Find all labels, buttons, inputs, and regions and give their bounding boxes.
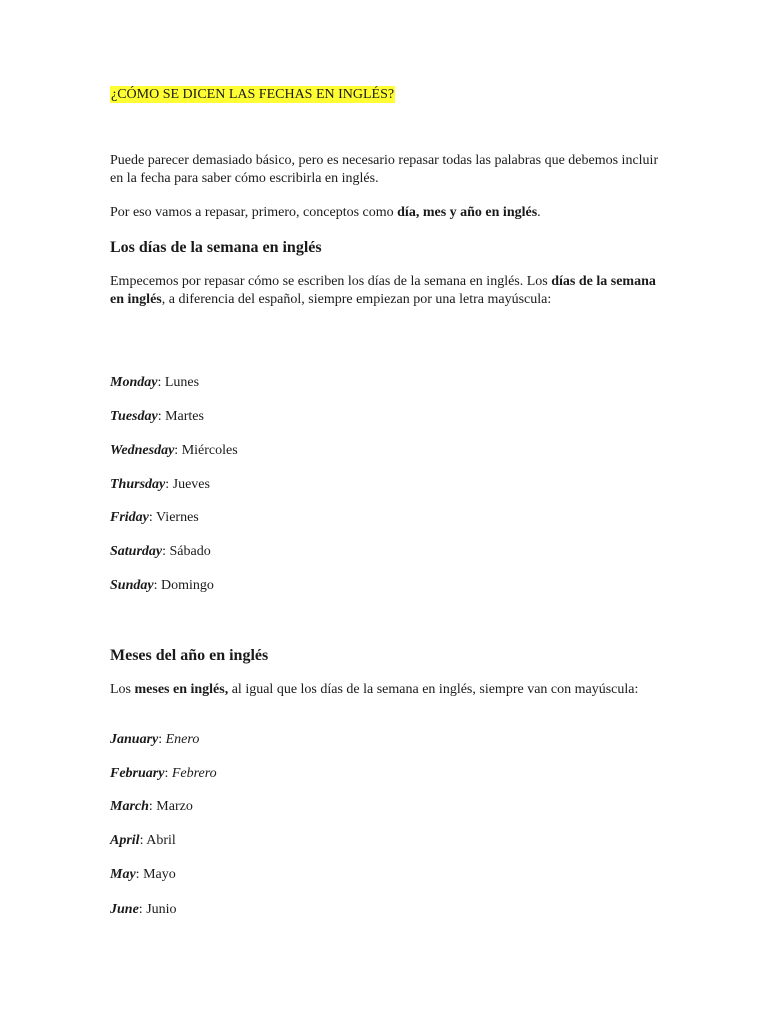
month-entry-may <box>110 866 176 884</box>
day-spanish: Lunes <box>164 375 200 390</box>
entry-separator: : <box>174 443 182 458</box>
day-english: Friday <box>110 510 149 525</box>
month-spanish: Junio <box>146 902 177 917</box>
day-spanish: Jueves <box>172 477 210 492</box>
entry-separator: : <box>157 375 165 390</box>
month-spanish: Abril <box>146 833 176 848</box>
month-spanish: Febrero <box>171 766 217 781</box>
entry-separator: : <box>148 799 157 814</box>
months-para-bold: meses en inglés, <box>134 682 229 697</box>
entry-separator: : <box>139 833 147 848</box>
day-spanish: Domingo <box>160 578 214 593</box>
month-entry-april <box>110 832 176 850</box>
month-english: April <box>110 833 140 848</box>
month-english: March <box>110 799 149 814</box>
entry-separator: : <box>165 477 173 492</box>
months-para-post: al igual que los días de la semana en inglés, siempre van con mayúscula: <box>228 682 639 697</box>
month-entry-january <box>110 731 199 749</box>
entry-separator: : <box>164 766 172 781</box>
intro-paragraph: Puede parecer demasiado básico, pero es necesario repasar todas las palabras que debemos incluir en la fecha para saber cómo escribirla en inglés. <box>110 153 659 186</box>
day-entry-tuesday <box>110 408 204 426</box>
day-entry-saturday <box>110 543 211 561</box>
entry-separator: : <box>158 732 166 747</box>
document-title: ¿CÓMO SE DICEN LAS FECHAS EN INGLÉS? <box>111 87 395 102</box>
month-english: February <box>110 766 165 781</box>
intro-text-post: . <box>537 205 541 220</box>
day-entry-sunday <box>110 577 214 595</box>
day-spanish: Miércoles <box>181 443 238 458</box>
day-english: Sunday <box>110 578 154 593</box>
intro-text-pre: Por eso vamos a repasar, primero, conceptos como <box>110 205 398 220</box>
day-english: Saturday <box>110 544 163 559</box>
month-spanish: Mayo <box>143 867 176 882</box>
intro-paragraph-concepts <box>110 204 670 222</box>
day-entry-thursday <box>110 476 210 494</box>
month-entry-march <box>110 798 193 816</box>
day-english: Thursday <box>110 477 166 492</box>
day-english: Wednesday <box>110 443 175 458</box>
month-english: January <box>110 732 159 747</box>
entry-separator: : <box>157 409 166 424</box>
month-entry-february <box>110 765 217 783</box>
days-section-heading: Los días de la semana en inglés <box>110 239 322 256</box>
entry-separator: : <box>138 902 147 917</box>
day-english: Tuesday <box>110 409 158 424</box>
day-spanish: Viernes <box>156 510 199 525</box>
days-section-paragraph <box>110 273 670 309</box>
day-spanish: Sábado <box>169 544 211 559</box>
months-section-heading: Meses del año en inglés <box>110 647 269 664</box>
intro-text-bold: día, mes y año en inglés <box>397 205 538 220</box>
month-english: June <box>110 902 139 917</box>
day-english: Monday <box>110 375 158 390</box>
entry-separator: : <box>153 578 161 593</box>
month-spanish: Enero <box>165 732 200 747</box>
days-para-pre: Empecemos por repasar cómo se escriben los días de la semana en inglés. Los <box>110 274 552 289</box>
days-para-post: , a diferencia del español, siempre empiezan por una letra mayúscula: <box>161 292 552 307</box>
month-spanish: Marzo <box>156 799 193 814</box>
days-para-bold: días de la semana en inglés <box>110 274 656 307</box>
months-section-paragraph <box>110 681 670 699</box>
day-entry-wednesday <box>110 442 238 460</box>
day-entry-monday <box>110 374 199 392</box>
day-spanish: Martes <box>165 409 204 424</box>
month-english: May <box>110 867 136 882</box>
entry-separator: : <box>135 867 144 882</box>
entry-separator: : <box>148 510 157 525</box>
day-entry-friday <box>110 509 199 527</box>
month-entry-june <box>110 901 177 919</box>
months-para-pre: Los <box>110 682 135 697</box>
entry-separator: : <box>162 544 170 559</box>
